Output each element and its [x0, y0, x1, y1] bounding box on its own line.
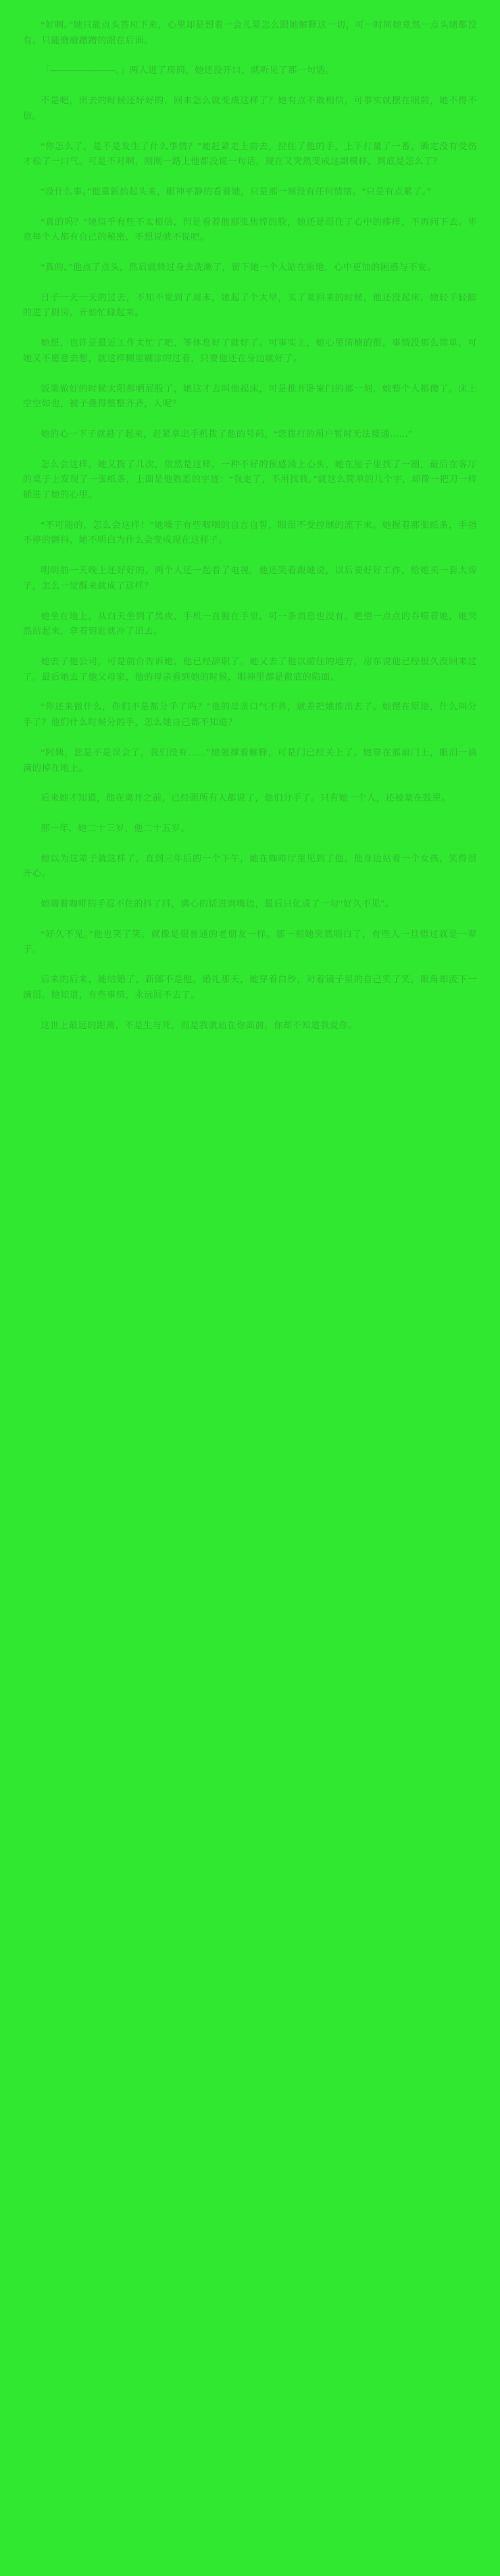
- paragraph: 她端着咖啡的手忍不住的抖了抖，满心的话进到嘴边，最后只化成了一句“好久不见”。: [41, 898, 395, 909]
- paragraph: “不可能的，怎么会这样！”她嗓子有些咽咽的自言自誓，眼泪不受控制的流下来。她握着那张纸条，手指不停的颤抖，她不明白为什么会变成现在这样子。: [23, 519, 477, 545]
- paragraph: 她的心一下子就悬了起来，赶紧拿出手机拨了他的号码，“您拨打的用户暂时无法接通……”: [41, 428, 414, 439]
- paragraph: “好啊。”她只能点头答应下来，心里却是想着一会儿要怎么跟她解释这一切，可一时间她竟然一点头绪都没有，只能磨磨蹭蹭的跟在后面。: [23, 20, 477, 45]
- paragraph: 她想，也许是最近工作太忙了吧，等休息好了就好了。可事实上，她心里清楠的很，事情没那么简单，可她又不愿意去想，就这样糊里糊涂的过着，只要他还在身边就好了。: [23, 338, 477, 363]
- paragraph: 她去了他公司，可是前台告诉她，他已经辞职了。她又去了他以前住的地方，房东说他已经很久没回来过了。最后她去了他父母家，他的母亲看到她的时候，眼神里都是徹底的陷面。: [23, 655, 477, 682]
- paragraph: 后来的后来，她结婚了，新郎不是他。婚礼那天，她穿着白纱，对着镜子里的自己笑了笑，眼角却流下一滴泪。她知道，有些事情，永远回不去了。: [23, 974, 477, 1000]
- paragraph: 她坐在地上，从白天坐到了黑夜，手机一直握在手里，可一条消息也没有。绝望一点点的吞噬着她，她突然站起来，拿着钥匙就冲了出去。: [23, 610, 477, 637]
- paragraph: 日子一天一天的过去，不知不觉到了周末，她起了个大早，买了菜回来的时候，他还没起床，她轻手轻脚的进了厨房，开始忙碌起来。: [23, 292, 477, 318]
- paragraph: “你还来做什么，你们不是都分手了吗？”他的母亲口气不善，就差把她推出去了。她愣在原地，什么叫分手了？他们什么时候分的手，怎么她自己都不知道？: [23, 701, 477, 728]
- paragraph: “阿姨，您是不是误会了，我们没有……”她强撑着解释，可是门已经关上了。她靠在那扇门上，眼泪一滴滴的掉在地上。: [23, 747, 477, 773]
- paragraph: “你怎么了，是不是发生了什么事情？”她赶紧走上前去，拉住了他的手，上下打量了一番，确定没有受伤才松了一口气。可是不对啊，刚刚一路上他都没说一句话，现在又突然变成这副模样，到底是怎么了？: [23, 140, 477, 167]
- paragraph: 怎么会这样，她又拨了几次，依然是这样。一种不好的预感涌上心头，她在屋子里找了一圈，最后在客厅的桌子上发现了一张纸条，上面是他熟悉的字迹：“我走了，不用找我。”就这么简单的几个字，却像一把刀一样插进了她的心里。: [23, 458, 477, 500]
- paragraph: 明明前一天晚上还好好的，两个人还一起看了电视，他还笑着跟她说，以后要好好工作，给她买一套大房子，怎么一觉醒来就成了这样？: [23, 565, 477, 591]
- paragraph: 她以为这辈子就这样了，直到三年后的一个下午，她在咖啡厅里见到了他。他身边站着一个女孩，笑得很开心。: [23, 853, 477, 879]
- paragraph: “真的。”他点了点头，然后就转过身去洗漱了，留下她一个人站在原地，心中更加的困惑与不安。: [41, 262, 436, 273]
- paragraph: 「———————。」两人进了房间，她还没开口，就听见了那一句话。: [41, 65, 334, 76]
- paragraph: “真的吗？”她似乎有些不太相信，但是看着他那张焦悴的脸，她还是忍住了心中的痑痒，不再问下去。毕竟每个人都有自己的秘密，不想说就不说吧。: [23, 216, 477, 242]
- paragraph: 不是吧，出去的时候还好好的，回来怎么就变成这样了？她有点不敢相信，可事实就摆在眼前，她不得不信。: [23, 95, 477, 121]
- paragraph: 这世上最远的距离，不是生与死，而是我就站在你面前，你却不知道我爱你。: [41, 1019, 358, 1030]
- paragraph: “没什么事。”他重新抬起头来，眼神平静的看着她，只是那一刻没有任何情绪。“只是有点累了。”: [41, 186, 432, 196]
- paragraph: 那一年，她二十三岁，他二十五岁。: [41, 822, 190, 833]
- paragraph: 饭菜做好的时候太阳都晒屁股了，她这才去叫他起床，可是推开卧室门的那一刻，她整个人都傻了。床上空空如也，被子叠得整整齐齐，人呢？: [23, 383, 477, 409]
- document-body: [23, 18, 477, 1033]
- paragraph: “好久不见。”他也笑了笑，就像是很普通的老朋友一样。那一刻她突然明白了，有些人一旦错过就是一辈子。: [23, 928, 477, 955]
- paragraph: 后来她才知道，他在离开之前，已经跟所有人都说了，他们分手了。只有她一个人，还被蒙在鼓里。: [41, 793, 451, 803]
